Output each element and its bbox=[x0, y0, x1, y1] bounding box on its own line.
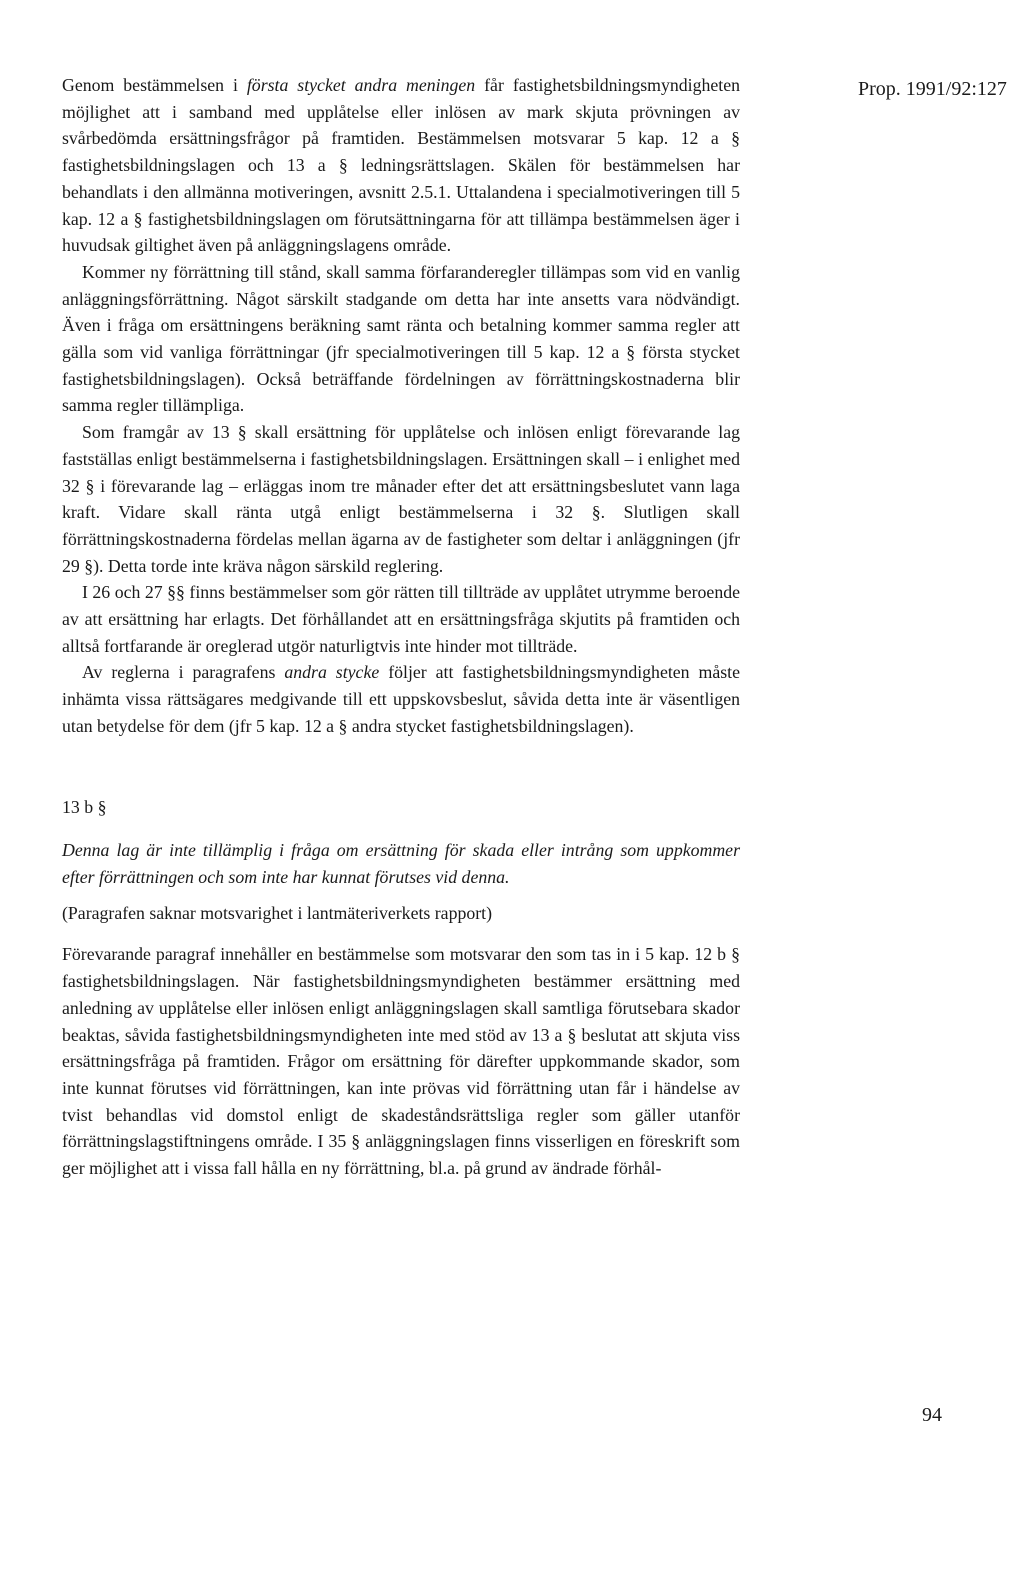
page-number: 94 bbox=[922, 1404, 942, 1426]
statute-text: Denna lag är inte tillämplig i fråga om ersättning för skada eller intrång som uppkommer efter förrättningen och som inte har kunnat förutses vid denna. bbox=[62, 840, 740, 887]
paragraph-1 bbox=[62, 72, 740, 259]
paragraph-6: Förevarande paragraf innehåller en bestämmelse som motsvarar den som tas in i 5 kap. 12 b § fastighetsbildningslagen. När fastighetsbildningsmyndigheten bestämmer ersättning med anledning av upplåtelse eller inlösen enligt anläggningslagen skall samtliga förutsebara skador beaktas, såvida fastighetsbildningsmyndigheten inte med stöd av 13 a § beslutat att skjuta viss ersättningsfråga på framtiden. Frågor om ersättning för därefter uppkommande skador, som inte kunnat förutses vid förrättningen, kan inte prövas vid förrättning utan får i händelse av tvist behandlas vid domstol enligt de skadeståndsrättsliga regler som gäller utanför förrättningslagstiftningens område. I 35 § anläggningslagen finns visserligen en föreskrift som ger möjlighet att i vissa fall hålla en ny förrättning, bl.a. på grund av ändrade förhål- bbox=[62, 944, 740, 1179]
remark-note: (Paragrafen saknar motsvarighet i lantmäteriverkets rapport) bbox=[62, 902, 493, 923]
paragraph-1-part-c: får fastighetsbildningsmyndigheten möjlighet att i samband med upplåtelse eller inlösen av mark skjuta prövningen av svårbedömda ersättningsfrågor på framtiden. Bestämmelsen motsvarar 5 kap. 12 a § fastighetsbildningslagen och 13 a § ledningsrättslagen. Skälen för bestämmelsen har behandlats i den allmänna motiveringen, avsnitt 2.5.1. Uttalandena i specialmotiveringen till 5 kap. 12 a § fastighetsbildningslagen om förutsättningarna för att tillämpa bestämmelsen äger i huvudsak giltighet även på anläggningslagens område. bbox=[62, 75, 740, 256]
paragraph-5 bbox=[62, 659, 740, 739]
paragraph-3: Som framgår av 13 § skall ersättning för upplåtelse och inlösen enligt förevarande lag fastställas enligt bestämmelserna i fastighetsbildningslagen. Ersättningen skall – i enlighet med 32 § i förevarande lag – erläggas inom tre månader efter det att ersättningsbeslutet vann laga kraft. Vidare skall ränta utgå enligt bestämmelserna i 32 §. Slutligen skall förrättningskostnaderna fördelas mellan ägarna av de fastigheter som deltar i anläggningen (jfr 29 §). Detta torde inte kräva någon särskild reglering. bbox=[62, 422, 740, 576]
paragraph-1-part-a: Genom bestämmelsen i bbox=[62, 75, 247, 95]
paragraph-1-emphasis: första stycket andra meningen bbox=[246, 75, 476, 95]
section-heading: 13 b § bbox=[62, 796, 107, 817]
paragraph-4: I 26 och 27 §§ finns bestämmelser som gör rätten till tillträde av upplåtet utrymme beroende av att ersättning har erlagts. Det förhållandet att en ersättningsfråga skjutits på framtiden och alltså fortfarande är oreglerad utgör naturligtvis inte hinder mot tillträde. bbox=[62, 582, 740, 656]
paragraph-5-part-a: Av reglerna i paragrafens bbox=[82, 662, 285, 683]
paragraph-2: Kommer ny förrättning till stånd, skall samma förfaranderegler tillämpas som vid en vanlig anläggningsförrättning. Något särskilt stadgande om detta har inte ansetts vara nödvändigt. Även i fråga om ersättningens beräkning samt ränta och betalning kommer samma regler att gälla som vid vanliga förrättningar (jfr specialmotiveringen till 5 kap. 12 a § första stycket fastighetsbildningslagen). Också beträffande fördelningen av förrättningskostnaderna blir samma regler tillämpliga. bbox=[62, 261, 740, 416]
paragraph-5-part-c: följer att fastighetsbildningsmyndigheten måste inhämta vissa rättsägares medgivande till ett uppskovsbeslut, såvida detta inte är väsentligen utan betydelse för dem (jfr 5 kap. 12 a § andra stycket fastighetsbildningslagen). bbox=[62, 662, 740, 736]
document-reference: Prop. 1991/92:127 bbox=[858, 78, 1007, 100]
main-text-column bbox=[62, 72, 740, 1182]
paragraph-5-emphasis: andra stycke bbox=[284, 662, 380, 683]
